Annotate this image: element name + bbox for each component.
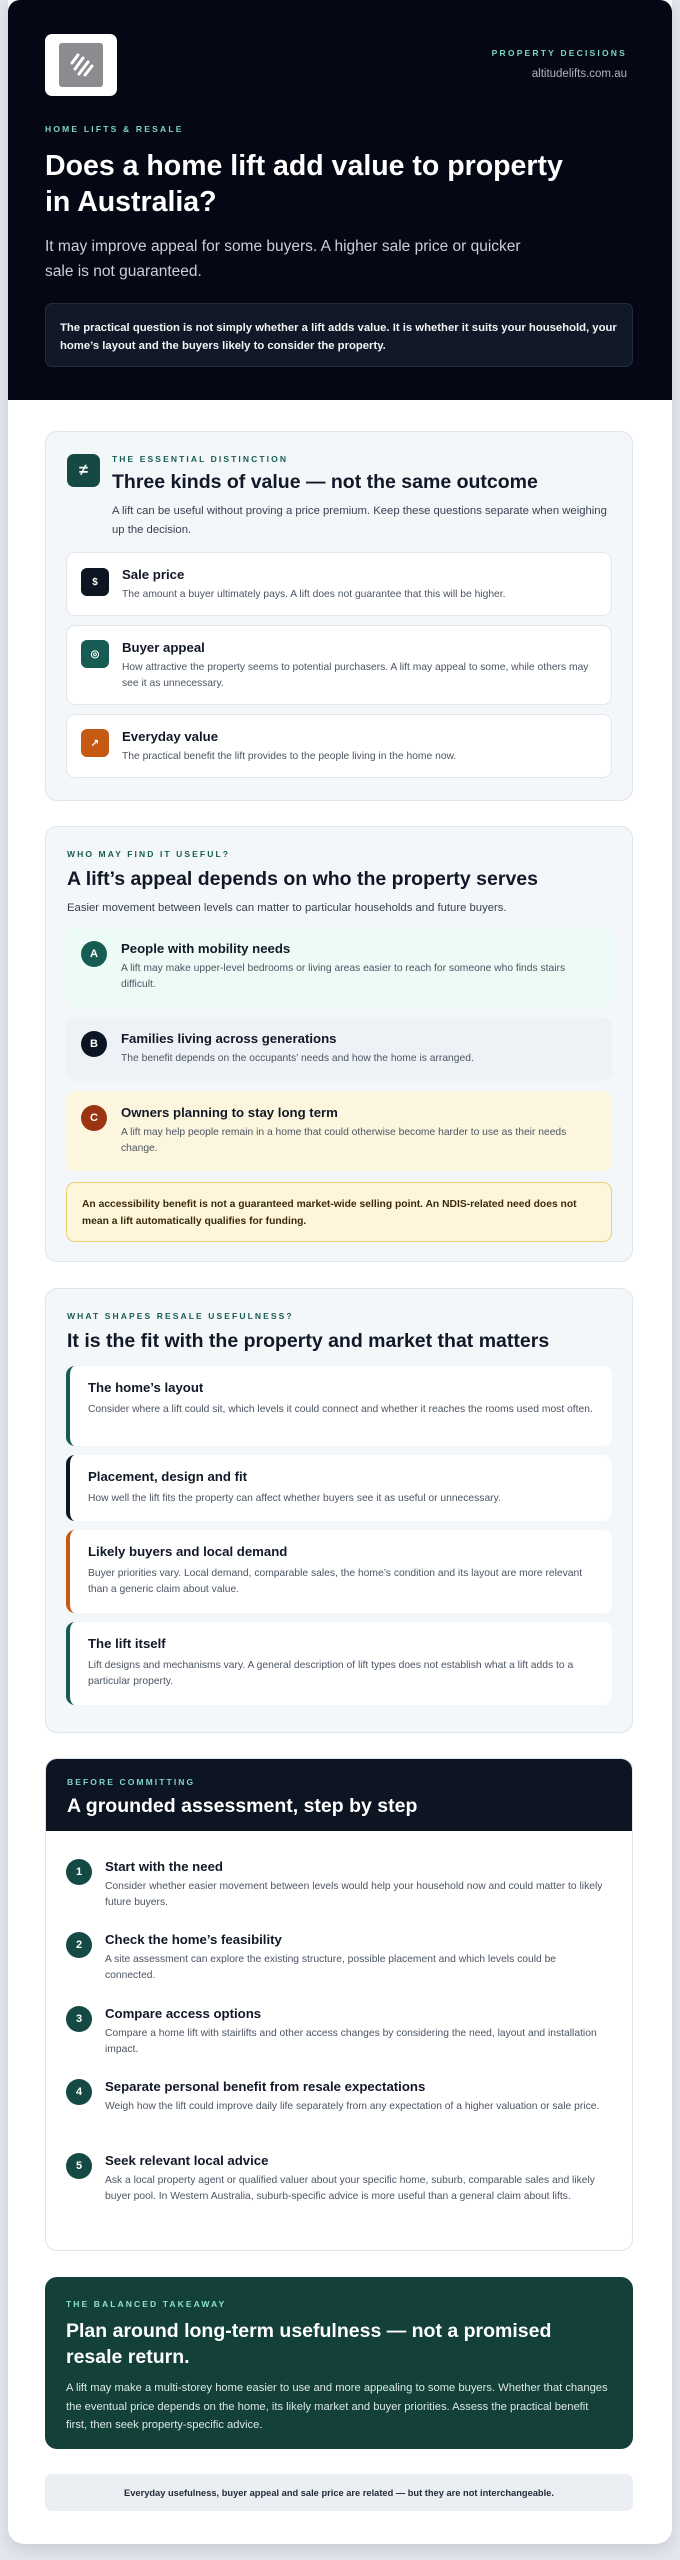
section-title: It is the fit with the property and market that matters	[67, 1330, 550, 1352]
fit-title: The lift itself	[88, 1636, 166, 1651]
audience-description: A lift may help people remain in a home that could otherwise become harder to use as their needs change.	[121, 1127, 567, 1154]
fit-description: Lift designs and mechanisms vary. A general description of lift types does not establish what a lift adds to a particular property.	[88, 1660, 574, 1687]
takeaway-title: Plan around long-term usefulness — not a promised resale return.	[66, 2320, 552, 2368]
fit-text	[88, 1469, 598, 1507]
not-equal-icon: ≠	[67, 454, 100, 487]
step-item	[66, 1932, 612, 1988]
fit-section-header	[67, 1311, 613, 1353]
audience-description: A lift may make upper-level bedrooms or living areas easier to reach for someone who finds stairs difficult.	[121, 963, 566, 990]
audience-item-generations	[66, 1017, 612, 1081]
value-item-text	[122, 567, 597, 603]
audience-title: Families living across generations	[121, 1031, 337, 1046]
section-kicker: WHAT SHAPES RESALE USEFULNESS?	[67, 1311, 294, 1321]
value-item-sale-price	[66, 552, 612, 616]
section-kicker: WHO MAY FIND IT USEFUL?	[67, 849, 231, 859]
fit-item-layout	[66, 1366, 612, 1446]
stairs-lift-logo-icon	[59, 43, 103, 87]
fit-item-buyers	[66, 1530, 612, 1613]
audience-text	[121, 941, 601, 993]
section-kicker: THE ESSENTIAL DISTINCTION	[112, 454, 289, 464]
assessment-steps-section	[45, 1758, 633, 2251]
value-item-title: Sale price	[122, 567, 185, 582]
section-title: A grounded assessment, step by step	[67, 1795, 418, 1817]
dollar-icon: $	[81, 568, 109, 596]
fit-title: The home’s layout	[88, 1380, 204, 1395]
fit-text	[88, 1380, 598, 1418]
step-description: Consider whether easier movement between levels would help your household now and could matter to likely future buyers.	[105, 1881, 603, 1908]
brand-kicker: PROPERTY DECISIONS	[491, 48, 627, 58]
fit-text	[88, 1636, 598, 1690]
audience-badge: C	[81, 1105, 107, 1131]
audience-title: People with mobility needs	[121, 941, 291, 956]
fit-description: Consider where a lift could sit, which levels it could connect and whether it reaches the rooms used most often.	[88, 1404, 593, 1415]
page-title: Does a home lift add value to property in Australia?	[45, 150, 563, 218]
step-number: 2	[66, 1932, 92, 1958]
brand-site-link[interactable]: altitudelifts.com.au	[531, 68, 627, 80]
section-title: Three kinds of value — not the same outcome	[112, 471, 538, 493]
value-item-description: How attractive the property seems to potential purchasers. A lift may appeal to some, while others may see it as unnecessary.	[122, 662, 589, 689]
value-item-text	[122, 729, 597, 765]
value-item-description: The practical benefit the lift provides to the people living in the home now.	[122, 751, 457, 762]
step-title: Start with the need	[105, 1859, 223, 1874]
step-description: Compare a home lift with stairlifts and other access changes by considering the need, layout and installation impact.	[105, 2028, 597, 2055]
step-description: Weigh how the lift could improve daily life separately from any expectation of a higher valuation or sale price.	[105, 2101, 600, 2112]
step-text	[105, 2006, 605, 2058]
fit-item-placement	[66, 1455, 612, 1521]
target-icon: ◎	[81, 640, 109, 668]
arrow-up-right-icon: ↗	[81, 729, 109, 757]
value-item-title: Everyday value	[122, 729, 219, 744]
brand-logo[interactable]	[45, 34, 117, 96]
audience-description: The benefit depends on the occupants’ needs and how the home is arranged.	[121, 1053, 474, 1064]
step-number: 5	[66, 2153, 92, 2179]
step-item	[66, 2079, 612, 2135]
step-description: Ask a local property agent or qualified valuer about your specific home, suburb, comparable sales and likely buyer pool. In Western Australia, suburb-specific advice is more useful than a general claim about lifts.	[105, 2175, 595, 2202]
fit-description: Buyer priorities vary. Local demand, comparable sales, the home’s condition and its layout are more relevant than a generic claim about value.	[88, 1568, 583, 1595]
step-text	[105, 1859, 605, 1911]
value-item-description: The amount a buyer ultimately pays. A lift does not guarantee that this will be higher.	[122, 589, 506, 600]
step-title: Check the home’s feasibility	[105, 1932, 282, 1947]
fit-item-lift	[66, 1622, 612, 1705]
funding-warning: An accessibility benefit is not a guaranteed market-wide selling point. An NDIS-related need does not mean a lift automatically qualifies for funding.	[66, 1182, 612, 1242]
audience-text	[121, 1031, 601, 1067]
value-section-header	[112, 454, 612, 540]
fit-title: Likely buyers and local demand	[88, 1544, 288, 1559]
step-title: Compare access options	[105, 2006, 262, 2021]
value-item-everyday-value	[66, 714, 612, 778]
value-item-title: Buyer appeal	[122, 640, 205, 655]
step-text	[105, 2153, 605, 2205]
step-title: Seek relevant local advice	[105, 2153, 269, 2168]
step-description: A site assessment can explore the existing structure, possible placement and which levels could be connected.	[105, 1954, 557, 1981]
step-item	[66, 2006, 612, 2062]
step-text	[105, 2079, 605, 2115]
hero-kicker: HOME LIFTS & RESALE	[45, 124, 184, 134]
audience-item-mobility	[66, 927, 612, 1007]
fit-text	[88, 1544, 598, 1598]
audience-item-long-term	[66, 1091, 612, 1171]
fit-description: How well the lift fits the property can affect whether buyers see it as useful or unnecessary.	[88, 1493, 501, 1504]
hero-note: The practical question is not simply whether a lift adds value. It is whether it suits your household, your home’s layout and the buyers likely to consider the property.	[45, 303, 633, 367]
section-description: A lift can be useful without proving a price premium. Keep these questions separate when weighing up the decision.	[112, 505, 607, 536]
hero-header	[8, 0, 672, 400]
section-title: A lift’s appeal depends on who the property serves	[67, 868, 538, 890]
audience-title: Owners planning to stay long term	[121, 1105, 338, 1120]
audience-badge: B	[81, 1031, 107, 1057]
step-number: 1	[66, 1859, 92, 1885]
step-item	[66, 1859, 612, 1915]
audience-text	[121, 1105, 601, 1157]
section-kicker: THE BALANCED TAKEAWAY	[66, 2299, 227, 2309]
brand-info	[492, 48, 627, 80]
takeaway-section	[45, 2277, 633, 2449]
value-item-text	[122, 640, 597, 692]
hero-subtitle: It may improve appeal for some buyers. A higher sale price or quicker sale is not guaranteed.	[45, 238, 521, 280]
section-description: Easier movement between levels can matter to particular households and future buyers.	[67, 902, 507, 914]
page	[8, 0, 672, 2544]
fit-title: Placement, design and fit	[88, 1469, 248, 1484]
appeal-section	[45, 826, 633, 1262]
step-number: 3	[66, 2006, 92, 2032]
audience-badge: A	[81, 941, 107, 967]
step-item	[66, 2153, 612, 2225]
steps-header	[46, 1759, 633, 1831]
value-item-buyer-appeal	[66, 625, 612, 705]
takeaway-description: A lift may make a multi-storey home easier to use and more appealing to some buyers. Whether that changes the eventual price depends on the home, its likely market and buyer priorities. Assess the practical benefit first, then seek property-specific advice.	[66, 2382, 608, 2431]
step-text	[105, 1932, 605, 1984]
value-distinction-section	[45, 431, 633, 801]
footer-note: Everyday usefulness, buyer appeal and sale price are related — but they are not interchangeable.	[45, 2474, 633, 2511]
step-title: Separate personal benefit from resale expectations	[105, 2079, 426, 2094]
appeal-section-header	[67, 849, 613, 918]
resale-fit-section	[45, 1288, 633, 1733]
section-kicker: BEFORE COMMITTING	[67, 1777, 196, 1787]
step-number: 4	[66, 2079, 92, 2105]
logo-mark	[66, 50, 96, 80]
